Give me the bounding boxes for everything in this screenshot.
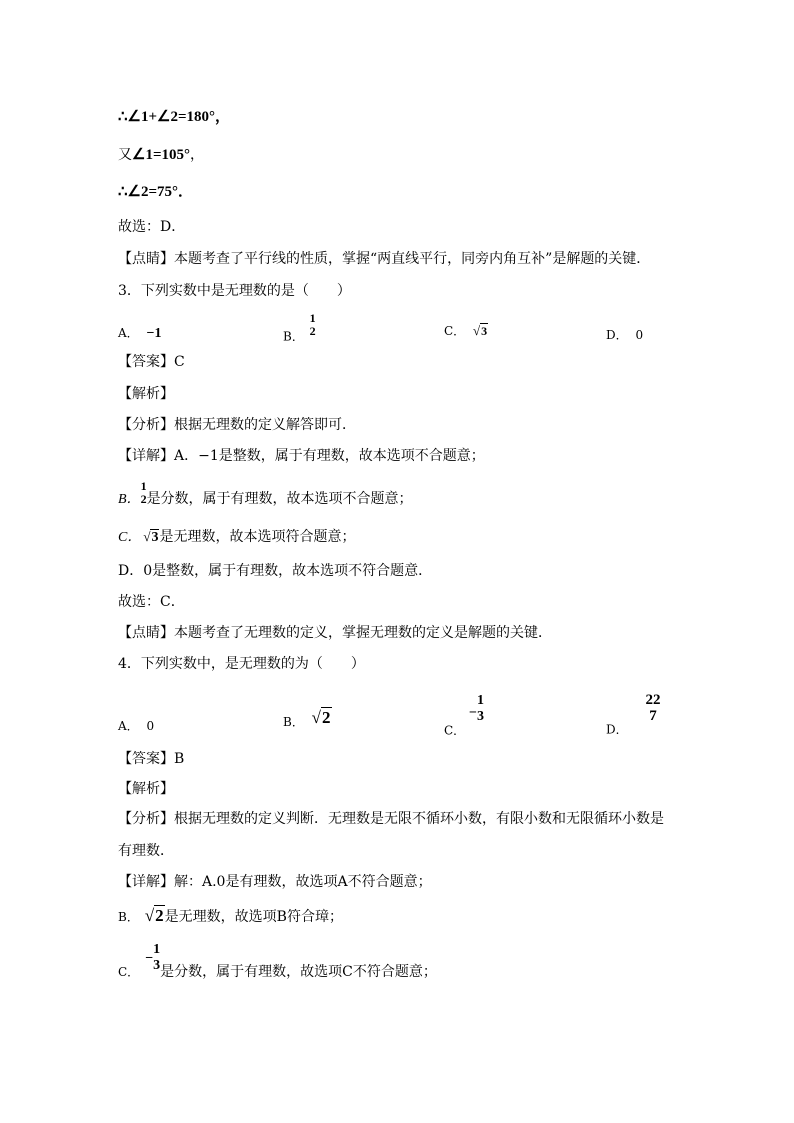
q4-option-a <box>118 717 154 734</box>
q3-detail-c-text: 是无理数，故本选项符合题意； <box>159 529 356 545</box>
q3-option-a-label: A． <box>118 326 139 340</box>
q3-option-a <box>118 324 161 342</box>
angle-sum-line: ∴∠1+∠2=180°， <box>118 109 231 125</box>
q3-option-b-denominator: 2 <box>309 324 316 338</box>
q4-detail-c-prefix: C． <box>118 965 140 979</box>
q3-option-b-label: B． <box>283 329 304 344</box>
q4-jiexi: 【解析】 <box>118 781 174 797</box>
fraction-numerator: 1 <box>153 942 161 957</box>
angle1-value: ∠1=105° <box>132 147 190 163</box>
choose-d-line: 故选：D． <box>118 219 186 235</box>
angle1-suffix: ， <box>190 147 204 163</box>
q4-option-c-sign: − <box>469 705 477 721</box>
q3-option-d-label: D． <box>606 328 628 342</box>
q3-detail-c <box>118 528 355 547</box>
q3-detail-a: 【详解】A．−1是整数，属于有理数，故本选项不合题意； <box>118 448 485 464</box>
sqrt-argument: 3 <box>151 530 159 545</box>
q4-option-d-numerator: 22 <box>645 692 661 708</box>
q4-option-c <box>444 693 484 739</box>
q4-option-c-denominator: 3 <box>477 709 484 724</box>
q4-option-c-numerator: 1 <box>477 693 484 708</box>
fraction-denominator: 3 <box>153 958 161 973</box>
q4-detail-b-sqrt <box>144 906 165 925</box>
q4-detail-b <box>118 907 343 927</box>
q3-option-a-value: −1 <box>146 326 162 341</box>
q4-detail-c-text: 是分数，属于有理数，故选项C不符合题意； <box>160 964 437 980</box>
q3-choose: 故选：C． <box>118 594 185 610</box>
q4-option-a-value: 0 <box>146 719 155 733</box>
q4-option-b-label: B． <box>283 715 304 729</box>
q4-option-b-sqrt <box>311 708 332 727</box>
q4-detail-b-text: 是无理数，故选项B符合璋； <box>164 909 343 925</box>
question-3-title: 3．下列实数中是无理数的是（ ） <box>118 283 351 299</box>
q3-detail-d: D．0是整数，属于有理数，故本选项不符合题意． <box>118 563 433 579</box>
q3-option-b-numerator: 1 <box>309 311 316 325</box>
q3-detail-b <box>118 480 413 509</box>
q3-option-b <box>283 312 316 345</box>
q3-detail-b-text: 是分数，属于有理数，故本选项不合题意； <box>146 491 413 507</box>
q3-option-c-arg: 3 <box>481 324 488 338</box>
q3-fenxi: 【分析】根据无理数的定义解答即可． <box>118 417 356 433</box>
fraction-numerator: 1 <box>140 479 147 493</box>
q4-option-d <box>606 692 660 738</box>
q3-option-c-label: C． <box>444 324 466 338</box>
q4-option-b <box>283 708 332 730</box>
q4-option-c-label: C． <box>444 723 466 738</box>
q4-detail-c-sign: − <box>145 951 154 966</box>
q3-answer: 【答案】C <box>118 354 185 370</box>
q3-option-c <box>444 322 488 339</box>
q4-option-a-label: A． <box>118 719 139 733</box>
q4-option-c-fraction <box>477 693 484 725</box>
q3-option-d-value: 0 <box>635 328 644 342</box>
q4-answer: 【答案】B <box>118 751 185 767</box>
q3-dianjing: 【点睛】本题考查了无理数的定义，掌握无理数的定义是解题的关键． <box>118 625 552 641</box>
q3-option-b-fraction <box>310 312 316 338</box>
q3-detail-b-prefix: B． <box>118 492 141 507</box>
angle1-line <box>118 146 204 164</box>
q3-option-c-sqrt <box>473 324 488 338</box>
q4-option-b-arg: 2 <box>322 708 331 727</box>
q4-option-d-label: D． <box>606 722 628 737</box>
radical-sign: √ <box>143 529 151 544</box>
sqrt-argument: 2 <box>155 906 164 925</box>
fraction-denominator: 2 <box>140 492 147 506</box>
q4-detail-c <box>118 942 437 981</box>
q3-detail-c-prefix: C． <box>118 530 142 545</box>
radical-sign: √ <box>473 323 481 338</box>
q4-option-d-fraction <box>645 692 660 724</box>
radical-sign: √ <box>144 906 155 925</box>
q3-detail-c-sqrt <box>143 530 159 545</box>
question-4-title: 4．下列实数中，是无理数的为（ ） <box>118 656 365 672</box>
q3-jiexi: 【解析】 <box>118 386 174 402</box>
q4-fenxi-2: 有理数． <box>118 843 174 859</box>
radical-sign: √ <box>311 708 321 727</box>
angle2-line: ∴∠2=75°． <box>118 184 194 200</box>
q4-detail-a: 【详解】解：A.0是有理数，故选项A不符合题意； <box>118 874 432 890</box>
q4-option-d-denominator: 7 <box>649 708 657 724</box>
q3-option-d <box>606 326 643 343</box>
q4-detail-b-prefix: B． <box>118 910 139 924</box>
q4-fenxi-1: 【分析】根据无理数的定义判断．无理数是无限不循环小数，有限小数和无限循环小数是 <box>118 811 664 827</box>
dianjing-line-1: 【点睛】本题考查了平行线的性质，掌握“两直线平行，同旁内角互补”是解题的关键． <box>118 251 651 267</box>
you-prefix: 又 <box>118 147 132 163</box>
